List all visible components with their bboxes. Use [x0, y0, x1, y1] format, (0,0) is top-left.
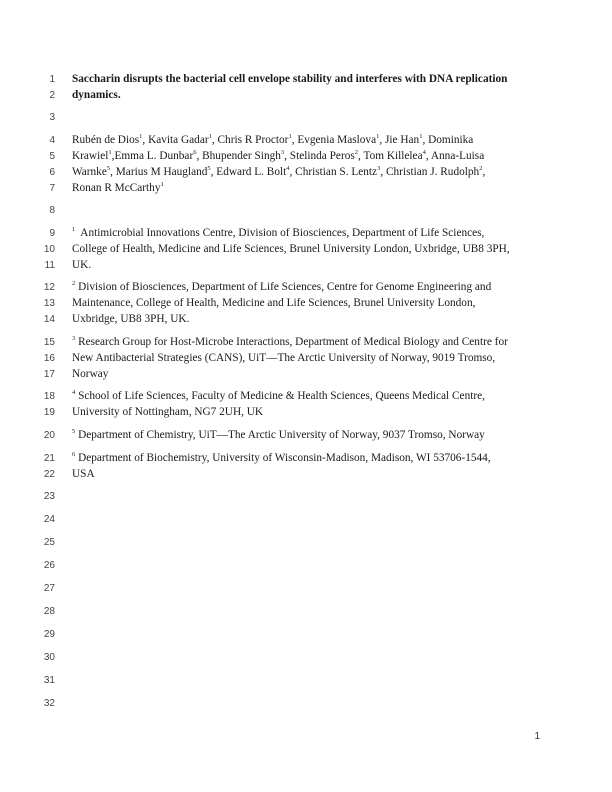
affiliation-3-line-2: New Antibacterial Strategies (CANS), UiT—The Arctic University of Norway, 9019 Tromso,	[72, 352, 496, 364]
author-line-1: Rubén de Dios$^1$, Kavita Gadar$^1$, Chris R Proctor$^1$, Evgenia Maslova$^1$, Jie Han$^1$, Dominika	[72, 133, 474, 146]
line-number: 24	[43, 514, 55, 525]
author-affiliation-marker: 1	[419, 133, 423, 141]
line-number: 5	[49, 151, 55, 162]
line-number: 8	[49, 205, 55, 216]
author-affiliation-marker: 4	[422, 149, 426, 157]
affiliation-marker: 3	[72, 335, 76, 343]
author-affiliation-marker: 6	[193, 149, 197, 157]
affiliation-text: School of Life Sciences, Faculty of Medicine & Health Sciences, Queens Medical Centre,	[78, 390, 485, 402]
line-number: 30	[43, 652, 55, 663]
author-name: Marius M Haugland	[115, 166, 208, 178]
line-number: 7	[49, 183, 55, 194]
line-number: 26	[43, 560, 55, 571]
affiliation-6-line-1	[72, 452, 491, 464]
line-number: 22	[43, 469, 55, 480]
line-number: 13	[43, 298, 55, 309]
affiliation-6-line-2: USA	[72, 468, 95, 480]
line-number: 25	[43, 537, 55, 548]
affiliation-marker: 2	[72, 280, 76, 288]
line-number: 18	[43, 391, 55, 402]
line-number: 14	[43, 314, 55, 325]
author-name: Jie Han	[385, 134, 420, 146]
line-number: 12	[43, 282, 55, 293]
author-affiliation-marker: 3	[377, 165, 381, 173]
affiliation-2-line-3: Uxbridge, UB8 3PH, UK.	[72, 313, 190, 325]
author-affiliation-marker: 5	[207, 165, 211, 173]
author-affiliation-marker: 1	[208, 133, 212, 141]
author-name: Christian J. Rudolph	[385, 166, 480, 178]
line-number: 11	[44, 260, 55, 271]
line-number: 9	[49, 228, 55, 239]
line-number: 17	[43, 369, 55, 380]
line-number: 20	[43, 430, 55, 441]
author-line-2: Krawiel$^1$,Emma L. Dunbar$^6$, Bhupender Singh$^3$, Stelinda Peros$^2$, Tom Killelea$^4$, Anna-Luisa	[72, 149, 485, 162]
affiliation-text: Department of Chemistry, UiT—The Arctic University of Norway, 9037 Tromso, Norway	[78, 429, 485, 441]
line-number: 31	[43, 675, 55, 686]
paper-title-line-2: dynamics.	[72, 89, 121, 101]
line-number: 3	[49, 112, 55, 123]
affiliation-marker: 1	[72, 226, 76, 234]
author-affiliation-marker: 1	[139, 133, 143, 141]
affiliation-1-line-3: UK.	[72, 259, 92, 271]
line-number: 29	[43, 629, 55, 640]
author-name: Evgenia Maslova	[297, 134, 377, 146]
author-affiliation-marker: 1	[108, 149, 112, 157]
line-number: 28	[43, 606, 55, 617]
affiliation-text: Division of Biosciences, Department of Life Sciences, Centre for Genome Engineering and	[78, 281, 492, 293]
affiliation-1-line-1	[72, 227, 484, 239]
line-number: 1	[49, 74, 55, 85]
author-line-3: Warnke$^5$, Marius M Haugland$^5$, Edward L. Bolt$^4$, Christian S. Lentz$^3$, Christian J. Rudolph$^2$,	[72, 165, 486, 178]
line-number: 15	[43, 337, 55, 348]
author-affiliation-marker: 2	[479, 165, 483, 173]
line-number: 2	[49, 90, 55, 101]
page-number: 1	[534, 731, 540, 742]
author-affiliation-marker: 4	[286, 165, 290, 173]
affiliation-text: Antimicrobial Innovations Centre, Division of Biosciences, Department of Life Sciences,	[80, 227, 485, 239]
author-name: Tom Killelea	[363, 150, 423, 162]
author-name: Christian S. Lentz	[295, 166, 378, 178]
affiliation-1-line-2: College of Health, Medicine and Life Sciences, Brunel University London, Uxbridge, UB8 3PH,	[72, 243, 510, 255]
author-name: Ronan R McCarthy	[72, 182, 161, 194]
author-name: Edward L. Bolt	[216, 166, 287, 178]
author-name: Stelinda Peros	[289, 150, 355, 162]
affiliation-5-line-1	[72, 429, 485, 441]
affiliation-3-line-1	[72, 336, 508, 348]
paper-title-line-1: Saccharin disrupts the bacterial cell envelope stability and interferes with DNA replication	[72, 73, 508, 85]
affiliation-2-line-2: Maintenance, College of Health, Medicine and Life Sciences, Brunel University London,	[72, 297, 476, 309]
author-affiliation-marker: 1	[376, 133, 380, 141]
author-affiliation-marker: 2	[354, 149, 358, 157]
affiliation-marker: 6	[72, 451, 76, 459]
affiliation-3-line-3: Norway	[72, 368, 109, 380]
line-number: 27	[43, 583, 55, 594]
affiliation-4-line-2: University of Nottingham, NG7 2UH, UK	[72, 406, 264, 418]
affiliation-text: Department of Biochemistry, University of Wisconsin-Madison, Madison, WI 53706-1544,	[78, 452, 491, 464]
author-line-4	[72, 182, 164, 194]
affiliation-marker: 5	[72, 428, 76, 436]
line-number: 32	[43, 698, 55, 709]
affiliation-marker: 4	[72, 389, 76, 397]
line-number: 16	[43, 353, 55, 364]
author-name: Kavita Gadar	[148, 134, 209, 146]
line-number: 4	[49, 135, 55, 146]
author-name: Chris R Proctor	[217, 134, 289, 146]
author-affiliation-marker: 3	[280, 149, 285, 157]
author-name: Bhupender Singh	[202, 150, 281, 162]
affiliation-2-line-1	[72, 281, 491, 293]
affiliation-4-line-1	[72, 390, 485, 402]
line-number: 23	[43, 491, 55, 502]
author-affiliation-marker: 5	[106, 165, 111, 173]
line-number: 10	[43, 244, 55, 255]
line-number: 19	[43, 407, 55, 418]
author-name: Emma L. Dunbar	[114, 150, 194, 162]
affiliation-text: Research Group for Host-Microbe Interactions, Department of Medical Biology and Centre for	[78, 336, 508, 348]
line-number: 6	[49, 167, 55, 178]
author-name: Rubén de Dios	[72, 134, 140, 146]
author-affiliation-marker: 1	[288, 133, 292, 141]
author-affiliation-marker: 1	[160, 181, 164, 189]
line-number: 21	[43, 453, 55, 464]
